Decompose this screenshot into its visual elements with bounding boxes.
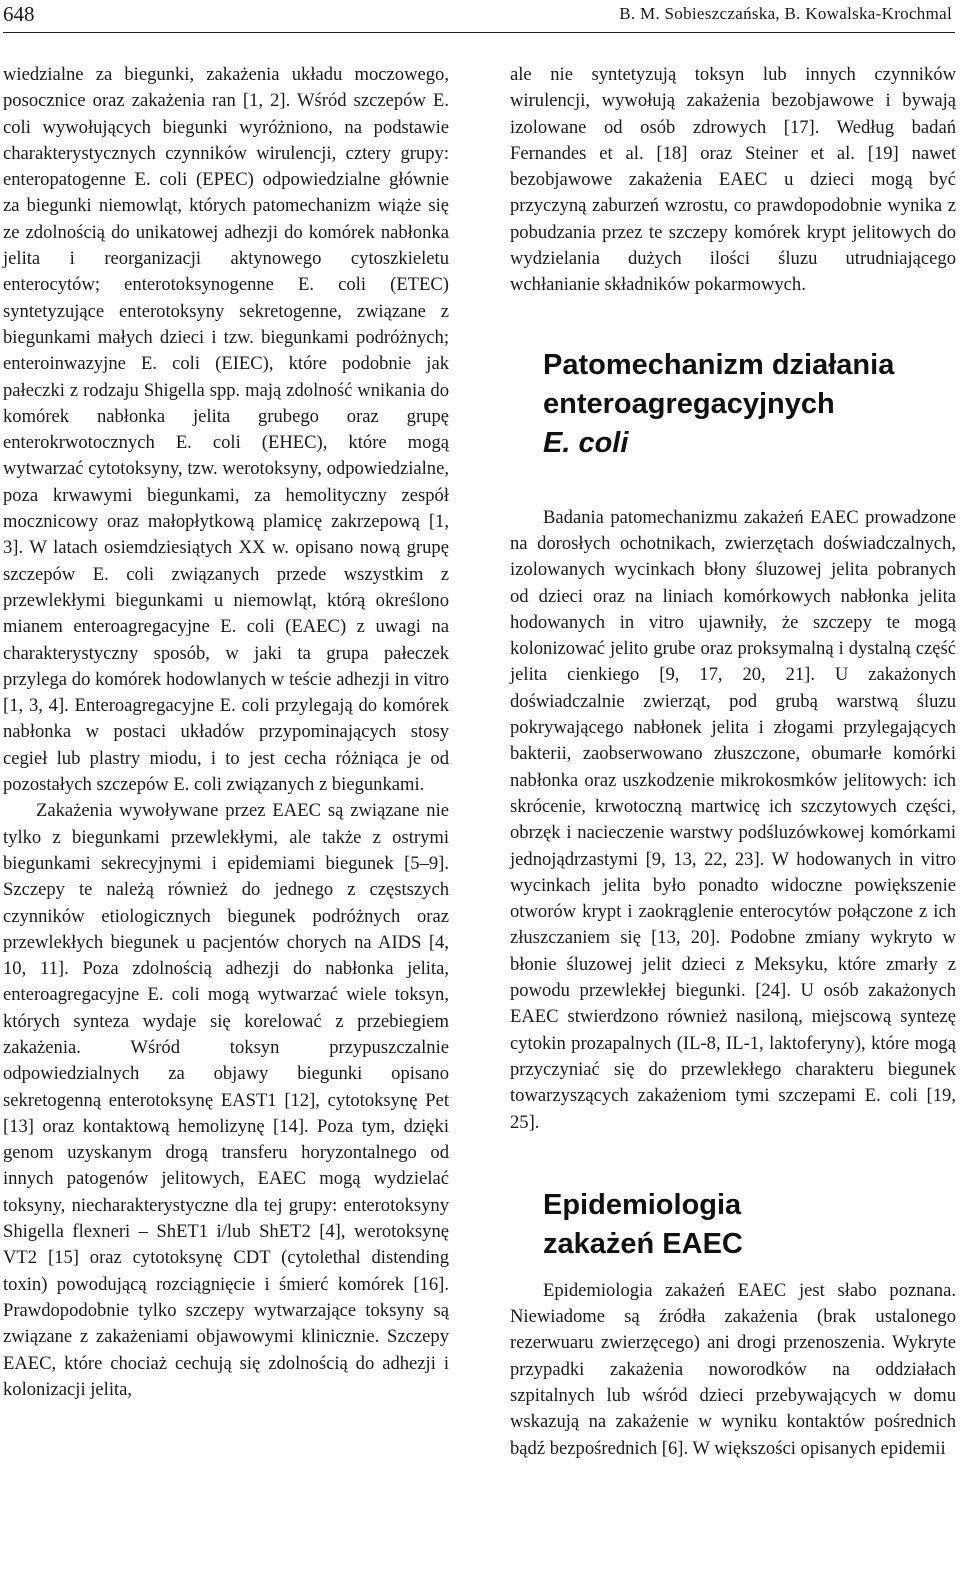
body-paragraph: Epidemiologia zakażeń EAEC jest słabo poznana. Niewiadome są źródła zakażenia (brak ustalonego rezerwuaru zwierzęcego) ani drogi przenoszenia. Wykryte przypadki zakażenia noworodków na oddziałach szpitalnych lub wśród dzieci przebywających w domu wskazują na zakażenie w wyniku kontaktów pośrednich bądź bezpośrednich [6]. W większości opisanych epidemii — [510, 1279, 956, 1459]
body-paragraph: Zakażenia wywoływane przez EAEC są związane nie tylko z biegunkami przewlekłymi, ale także z ostrymi biegunkami sekrecyjnymi i epidemiami biegunek [5–9]. Szczepy te należą również do jednego z częstszych czynników etiologicznych biegunek podróżnych oraz przewlekłych biegunek u pacjentów chorych na AIDS [4, 10, 11]. Poza zdolnością adhezji do nabłonka jelita, enteroagregacyjne E. coli mogą wytwarzać wiele toksyn, których synteza wydaje się korelować z przebiegiem zakażenia. Wśród toksyn przypuszczalnie odpowiedzialnych za objawy biegunki opisano sekretogenną enterotoksynę EAST1 [12], cytotoksynę Pet [13] oraz kontaktową hemolizynę [14]. Poza tym, dzięki genom uzyskanym drogą transferu horyzontalnego od innych patogenów jelitowych, EAEC mogą wydzielać toksyny, niecharakterystyczne dla tej grupy: enterotoksyny Shigella flexneri – ShET1 i/lub ShET2 [4], werotoksynę VT2 [15] oraz cytotoksynę CDT (cytolethal distending toxin) powodującą rozciągnięcie i śmierć komórek [16]. Prawdopodobnie tylko szczepy wytwarzające toksyny są związane z zakażeniami objawowymi klinicznie. Szczepy EAEC, które chociaż cechują się zdolnością do adhezji i kolonizacji jelita, — [3, 800, 449, 1400]
heading-line: E. coli — [543, 426, 629, 459]
page-number: 648 — [3, 2, 35, 26]
body-paragraph: wiedzialne za biegunki, zakażenia układu moczowego, posocznice oraz zakażenia ran [1, 2]. Wśród szczepów E. coli wywołujących biegunki wyróżniono, na podstawie charakterystycznych czynników wirulencji, cztery grupy: enteropatogenne E. coli (EPEC) odpowiedzialne głównie za biegunki niemowląt, których patomechanizm wiąże się ze zdolnością do unikatowej adhezji do komórek nabłonka jelita i reorganizacji aktynowego cytoszkieletu enterocytów; enterotoksynogenne E. coli (ETEC) syntetyzujące enterotoksyny sekretogenne, związane z biegunkami małych dzieci i tzw. biegunkami podróżnych; enteroinwazyjne E. coli (EIEC), które podobnie jak pałeczki z rodzaju Shigella spp. mają zdolność wnikania do komórek nabłonka jelita grubego oraz grupę enterokrwotocznych E. coli (EHEC), które mogą wytwarzać cytotoksyny, tzw. werotoksyny, odpowiedzialne, poza krwawymi biegunkami, za hemolityczny zespół mocznicowy oraz małopłytkową plamicę zakrzepową [1, 3]. W latach osiemdziesiątych XX w. opisano nową grupę szczepów E. coli związanych przede wszystkim z przewlekłymi biegunkami u niemowląt, którą określono mianem enteroagregacyjne E. coli (EAEC) z uwagi na charakterystyczny sposób, w jaki ta grupa pałeczek przylega do komórek hodowlanych w teście adhezji in vitro [1, 3, 4]. Enteroagregacyjne E. coli przylegają do komórek nabłonka w postaci układów przypominających stosy cegieł lub plastry miodu, i to jest cecha różniąca je od pozostałych szczepów E. coli związanych z biegunkami. — [3, 64, 449, 796]
left-column — [3, 62, 449, 1403]
header-rule — [3, 32, 955, 33]
heading-line: Epidemiologia — [543, 1188, 742, 1221]
heading-line: zakażeń EAEC — [543, 1227, 743, 1260]
running-head-authors: B. M. Sobieszczańska, B. Kowalska-Krochmal — [619, 4, 952, 23]
heading-line: Patomechanizm działania — [543, 348, 895, 381]
body-paragraph: Badania patomechanizmu zakażeń EAEC prowadzone na dorosłych ochotnikach, zwierzętach doświadczalnych, izolowanych wycinkach błony śluzowej jelita pobranych od dzieci oraz na liniach komórkowych nabłonka jelita hodowanych in vitro ujawniły, że szczepy te mogą kolonizować jelito grube oraz proksymalną i dystalną część jelita cienkiego [9, 17, 20, 21]. U zakażonych doświadczalnie zwierząt, pod grubą warstwą śluzu pokrywającego nabłonek jelita i złogami przylegających bakterii, zaobserwowano złuszczone, obumarłe komórki nabłonka oraz uszkodzenie mikrokosmków jelitowych: ich skrócenie, krwotoczną martwicę ich szczytowych części, obrzęk i nacieczenie warstwy podśluzówkowej komórkami jednojądrzastymi [9, 13, 22, 23]. W hodowanych in vitro wycinkach jelita było ponadto widoczne powiększenie otworów krypt i zaokrąglenie enterocytów połączone z ich złuszczaniem się [13, 20]. Podobne zmiany wykryto w błonie śluzowej jelit dzieci z Meksyku, które zmarły z powodu przewlekłej biegunki. [24]. U osób zakażonych EAEC stwierdzono również nasiloną, miejscową syntezę cytokin prozapalnych (IL-8, IL-1, laktoferyny), które mogą przyczyniać się do przewlekłego charakteru biegunek towarzyszących zakażeniom tymi szczepami E. coli [19, 25]. — [510, 506, 956, 1133]
page-header — [0, 0, 960, 34]
section-heading-pathomechanism — [543, 346, 956, 463]
body-paragraph: ale nie syntetyzują toksyn lub innych czynników wirulencji, wywołują zakażenia bezobjawowe i bywają izolowane od osób zdrowych [17]. Według badań Fernandes et al. [18] oraz Steiner et al. [19] nawet bezobjawowe zakażenia EAEC u dzieci mogą być przyczyną zaburzeń wzrostu, co prawdopodobnie wynika z pobudzania przez te szczepy komórek krypt jelitowych do wydzielania dużych ilości śluzu utrudniającego wchłanianie składników pokarmowych. — [510, 64, 956, 296]
heading-line: enteroagregacyjnych — [543, 387, 835, 420]
right-column — [510, 62, 956, 1462]
section-heading-epidemiology — [543, 1186, 956, 1264]
